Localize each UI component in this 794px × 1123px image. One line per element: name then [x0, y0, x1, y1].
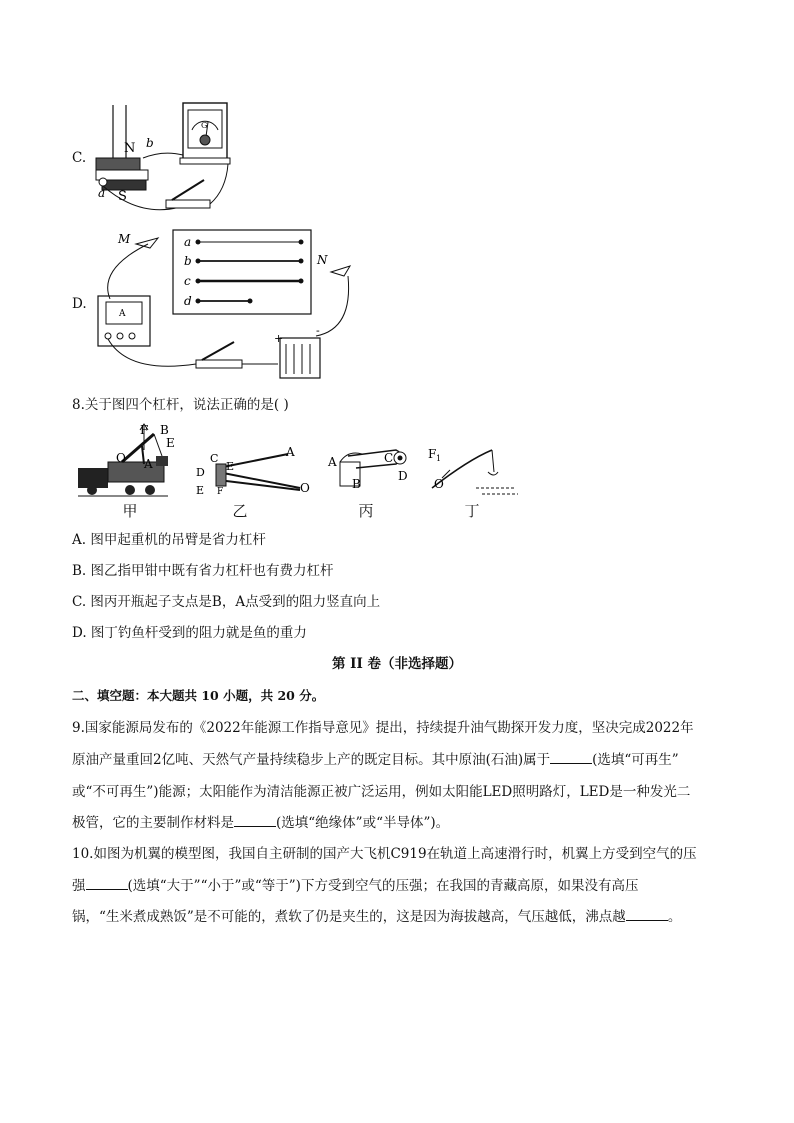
- label-n: N: [124, 141, 136, 156]
- q8-option-b: B. 图乙指甲钳中既有省力杠杆也有费力杠杆: [72, 563, 334, 579]
- q10-line-2-part-b: (选填“大于”“小于”或“等于”)下方受到空气的压强；在我国的青藏高原，如果没有高压: [127, 878, 639, 894]
- bing-label-c: C: [384, 451, 394, 465]
- yi-label-d: D: [196, 466, 205, 479]
- q10-blank-1[interactable]: [86, 877, 128, 890]
- q8-option-c: C. 图丙开瓶起子支点是B，A点受到的阻力竖直向上: [72, 594, 381, 610]
- q9-line-2: [72, 748, 679, 768]
- yi-label-f: F: [217, 487, 224, 497]
- ding-label-o: O: [434, 477, 444, 491]
- yi-label-e2: E: [196, 484, 205, 497]
- bing-label-b: B: [352, 477, 361, 491]
- ammeter-label: A: [119, 309, 126, 319]
- option-c-figure: [88, 100, 240, 215]
- ding-label-f: F: [428, 447, 437, 461]
- yi-label-e1: E: [226, 460, 235, 473]
- jia-label-f: F: [140, 423, 149, 437]
- yi-label-a: A: [286, 445, 295, 459]
- q8-option-d: D. 图丁钓鱼杆受到的阻力就是鱼的重力: [72, 625, 307, 641]
- wire-label-b: b: [184, 254, 192, 268]
- label-a: a: [98, 186, 106, 200]
- figure-jia: [78, 423, 175, 496]
- q10-line-3-part-b: 。: [667, 909, 682, 925]
- q9-blank-1[interactable]: [550, 751, 592, 764]
- figure-bing: [327, 450, 408, 491]
- battery-plus: +: [274, 332, 284, 345]
- q9-line-3: 或“不可再生”)能源；太阳能作为清洁能源正被广泛运用，例如太阳能LED照明路灯，LED是一种发光二: [72, 784, 691, 800]
- q8-option-a: A. 图甲起重机的吊臂是省力杠杆: [72, 532, 266, 548]
- section-title: 第 II 卷（非选择题）: [331, 656, 463, 672]
- q9-line-4-part-a: 极管，它的主要制作材料是: [72, 815, 234, 831]
- q9-line-4: [72, 811, 449, 831]
- wire-label-c: c: [184, 274, 191, 288]
- jia-label-e: E: [166, 436, 175, 450]
- clip-label-n: N: [317, 253, 328, 267]
- bing-label-d: D: [398, 469, 408, 483]
- q9-line-2-part-b: (选填“可再生”: [592, 752, 679, 768]
- caption-jia: 甲: [122, 502, 138, 520]
- q9-line-4-part-b: (选填“绝缘体”或“半导体”)。: [276, 815, 450, 831]
- caption-bing: 丙: [358, 502, 374, 520]
- caption-yi: 乙: [232, 502, 248, 520]
- q8-stem: 8.关于图四个杠杆，说法正确的是( ): [72, 397, 289, 413]
- option-d-figure: [88, 224, 363, 384]
- q10-blank-2[interactable]: [626, 908, 668, 921]
- q10-line-1: 10.如图为机翼的模型图，我国自主研制的国产大飞机C919在轨道上高速滑行时，机翼上方受到空气的压: [72, 846, 697, 862]
- figure-yi: [196, 445, 310, 497]
- q9-line-1: 9.国家能源局发布的《2022年能源工作指导意见》提出，持续提升油气勘探开发力度，坚决完成2022年: [72, 720, 694, 736]
- yi-label-o: O: [300, 481, 310, 495]
- section-heading: 二、填空题：本大题共 10 小题，共 20 分。: [72, 688, 325, 703]
- figure-ding: [428, 447, 518, 494]
- label-b: b: [146, 136, 154, 150]
- caption-ding: 丁: [464, 502, 480, 520]
- jia-label-a: A: [144, 457, 153, 471]
- q10-line-3-part-a: 锅，“生米煮成熟饭”是不可能的，煮软了仍是夹生的，这是因为海拔越高，气压越低，沸点越: [72, 909, 626, 925]
- ding-label-sub1: 1: [436, 454, 442, 463]
- q9-blank-2[interactable]: [234, 814, 276, 827]
- q10-line-3: [72, 905, 681, 925]
- jia-label-b: B: [160, 423, 169, 437]
- jia-label-o: O: [116, 451, 126, 465]
- q10-line-2-part-a: 强: [72, 878, 86, 894]
- yi-label-c: C: [210, 452, 219, 465]
- label-s: S: [118, 189, 127, 204]
- bing-label-a: A: [328, 455, 337, 469]
- q10-line-2: [72, 874, 638, 894]
- option-c-letter: C.: [72, 150, 87, 166]
- label-g: G: [201, 121, 208, 130]
- clip-label-m: M: [118, 232, 131, 246]
- battery-minus: -: [316, 324, 320, 337]
- wire-label-a: a: [184, 235, 192, 249]
- option-d-letter: D.: [72, 296, 87, 312]
- q9-line-2-part-a: 原油产量重回2亿吨、天然气产量持续稳步上产的既定目标。其中原油(石油)属于: [72, 752, 551, 768]
- wire-label-d: d: [184, 294, 192, 308]
- q8-figures: [78, 420, 518, 502]
